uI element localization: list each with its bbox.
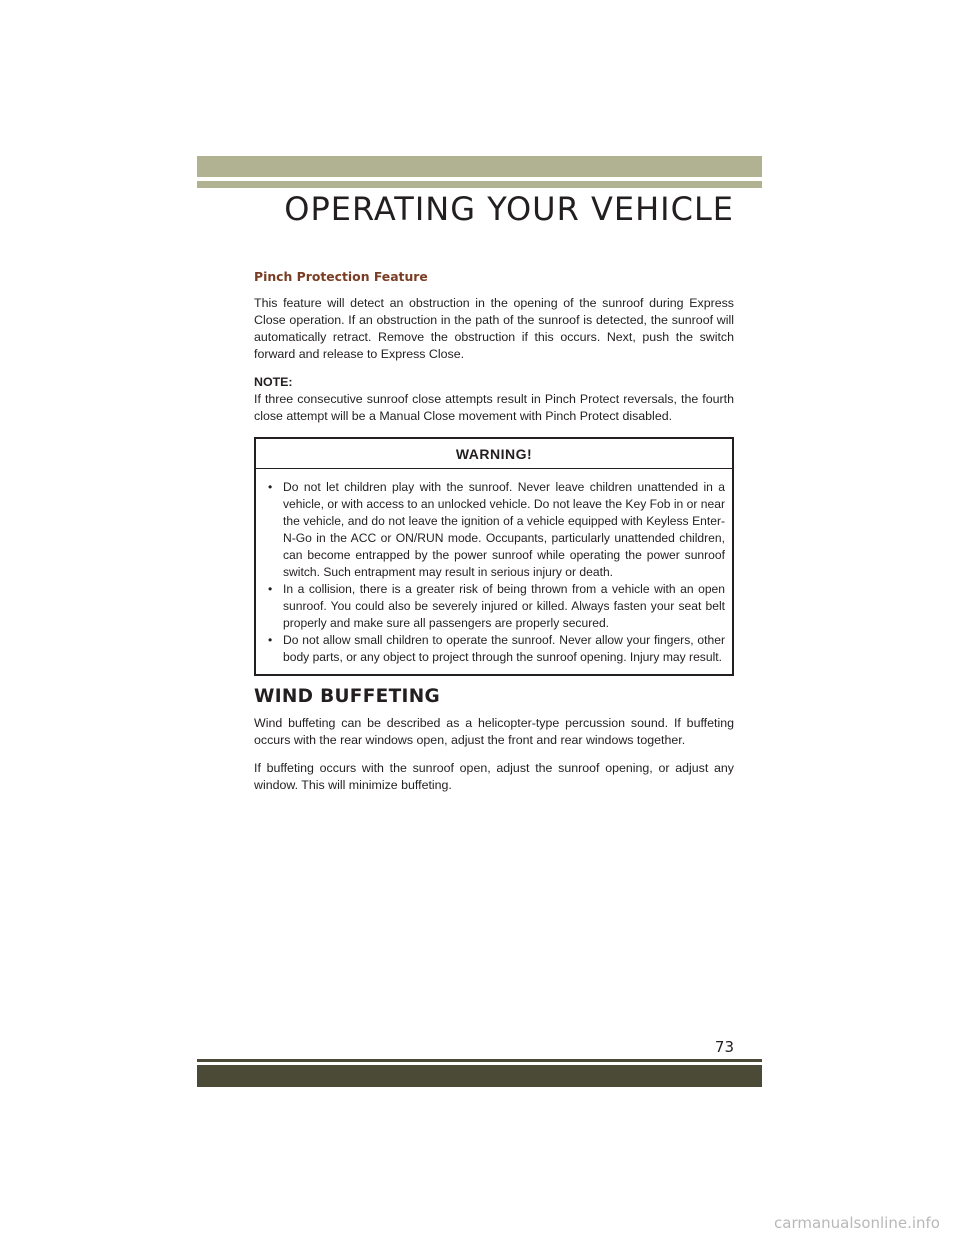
warning-item	[265, 581, 725, 632]
watermark: carmanualsonline.info	[774, 1214, 940, 1232]
wind-buffeting-paragraph: Wind buffeting can be described as a helicopter-type percussion sound. If buffeting occurs with the rear windows open, adjust the front and rear windows together.	[254, 716, 734, 747]
pinch-protection-heading: Pinch Protection Feature	[254, 269, 428, 284]
warning-box	[254, 437, 734, 676]
footer-band	[197, 1065, 762, 1087]
header-band-thin	[197, 181, 762, 188]
header-band	[197, 156, 762, 177]
warning-title: WARNING!	[256, 439, 732, 469]
section-title: OPERATING YOUR VEHICLE	[284, 190, 734, 228]
warning-item	[265, 479, 725, 581]
wind-buffeting-paragraph: If buffeting occurs with the sunroof open, adjust the sunroof opening, or adjust any window. This will minimize buffeting.	[254, 761, 734, 792]
page-content	[254, 268, 734, 805]
bullet-icon: •	[268, 480, 273, 494]
wind-buffeting-heading: WIND BUFFETING	[254, 686, 440, 707]
page-number: 73	[714, 1038, 734, 1056]
warning-item	[265, 632, 725, 666]
note-text: If three consecutive sunroof close attempts result in Pinch Protect reversals, the fourth close attempt will be a Manual Close movement with Pinch Protect disabled.	[254, 392, 734, 423]
note-label: NOTE:	[254, 375, 293, 389]
footer-band-thin	[197, 1059, 762, 1062]
warning-item-text: Do not let children play with the sunroof. Never leave children unattended in a vehicle, or with access to an unlocked vehicle. Do not leave the Key Fob in or near the vehicle, and do not leave the ignition of a vehicle equipped with Keyless Enter-N-Go in the ACC or ON/RUN mode. Occupants, particularly unattended children, can become entrapped by the power sunroof while operating the power sunroof switch. Such entrapment may result in serious injury or death.	[283, 480, 725, 579]
pinch-protection-body: This feature will detect an obstruction in the opening of the sunroof during Express Close operation. If an obstruction in the path of the sunroof is detected, the sunroof will automatically retract. Remove the obstruction if this occurs. Next, push the switch forward and release to Express Close.	[254, 296, 734, 361]
warning-item-text: In a collision, there is a greater risk of being thrown from a vehicle with an open sunroof. You could also be severely injured or killed. Always fasten your seat belt properly and make sure all passengers are properly secured.	[283, 582, 725, 630]
bullet-icon: •	[268, 582, 273, 596]
bullet-icon: •	[268, 633, 273, 647]
warning-item-text: Do not allow small children to operate the sunroof. Never allow your fingers, other body parts, or any object to project through the sunroof opening. Injury may result.	[283, 633, 725, 664]
warning-list	[265, 479, 725, 666]
